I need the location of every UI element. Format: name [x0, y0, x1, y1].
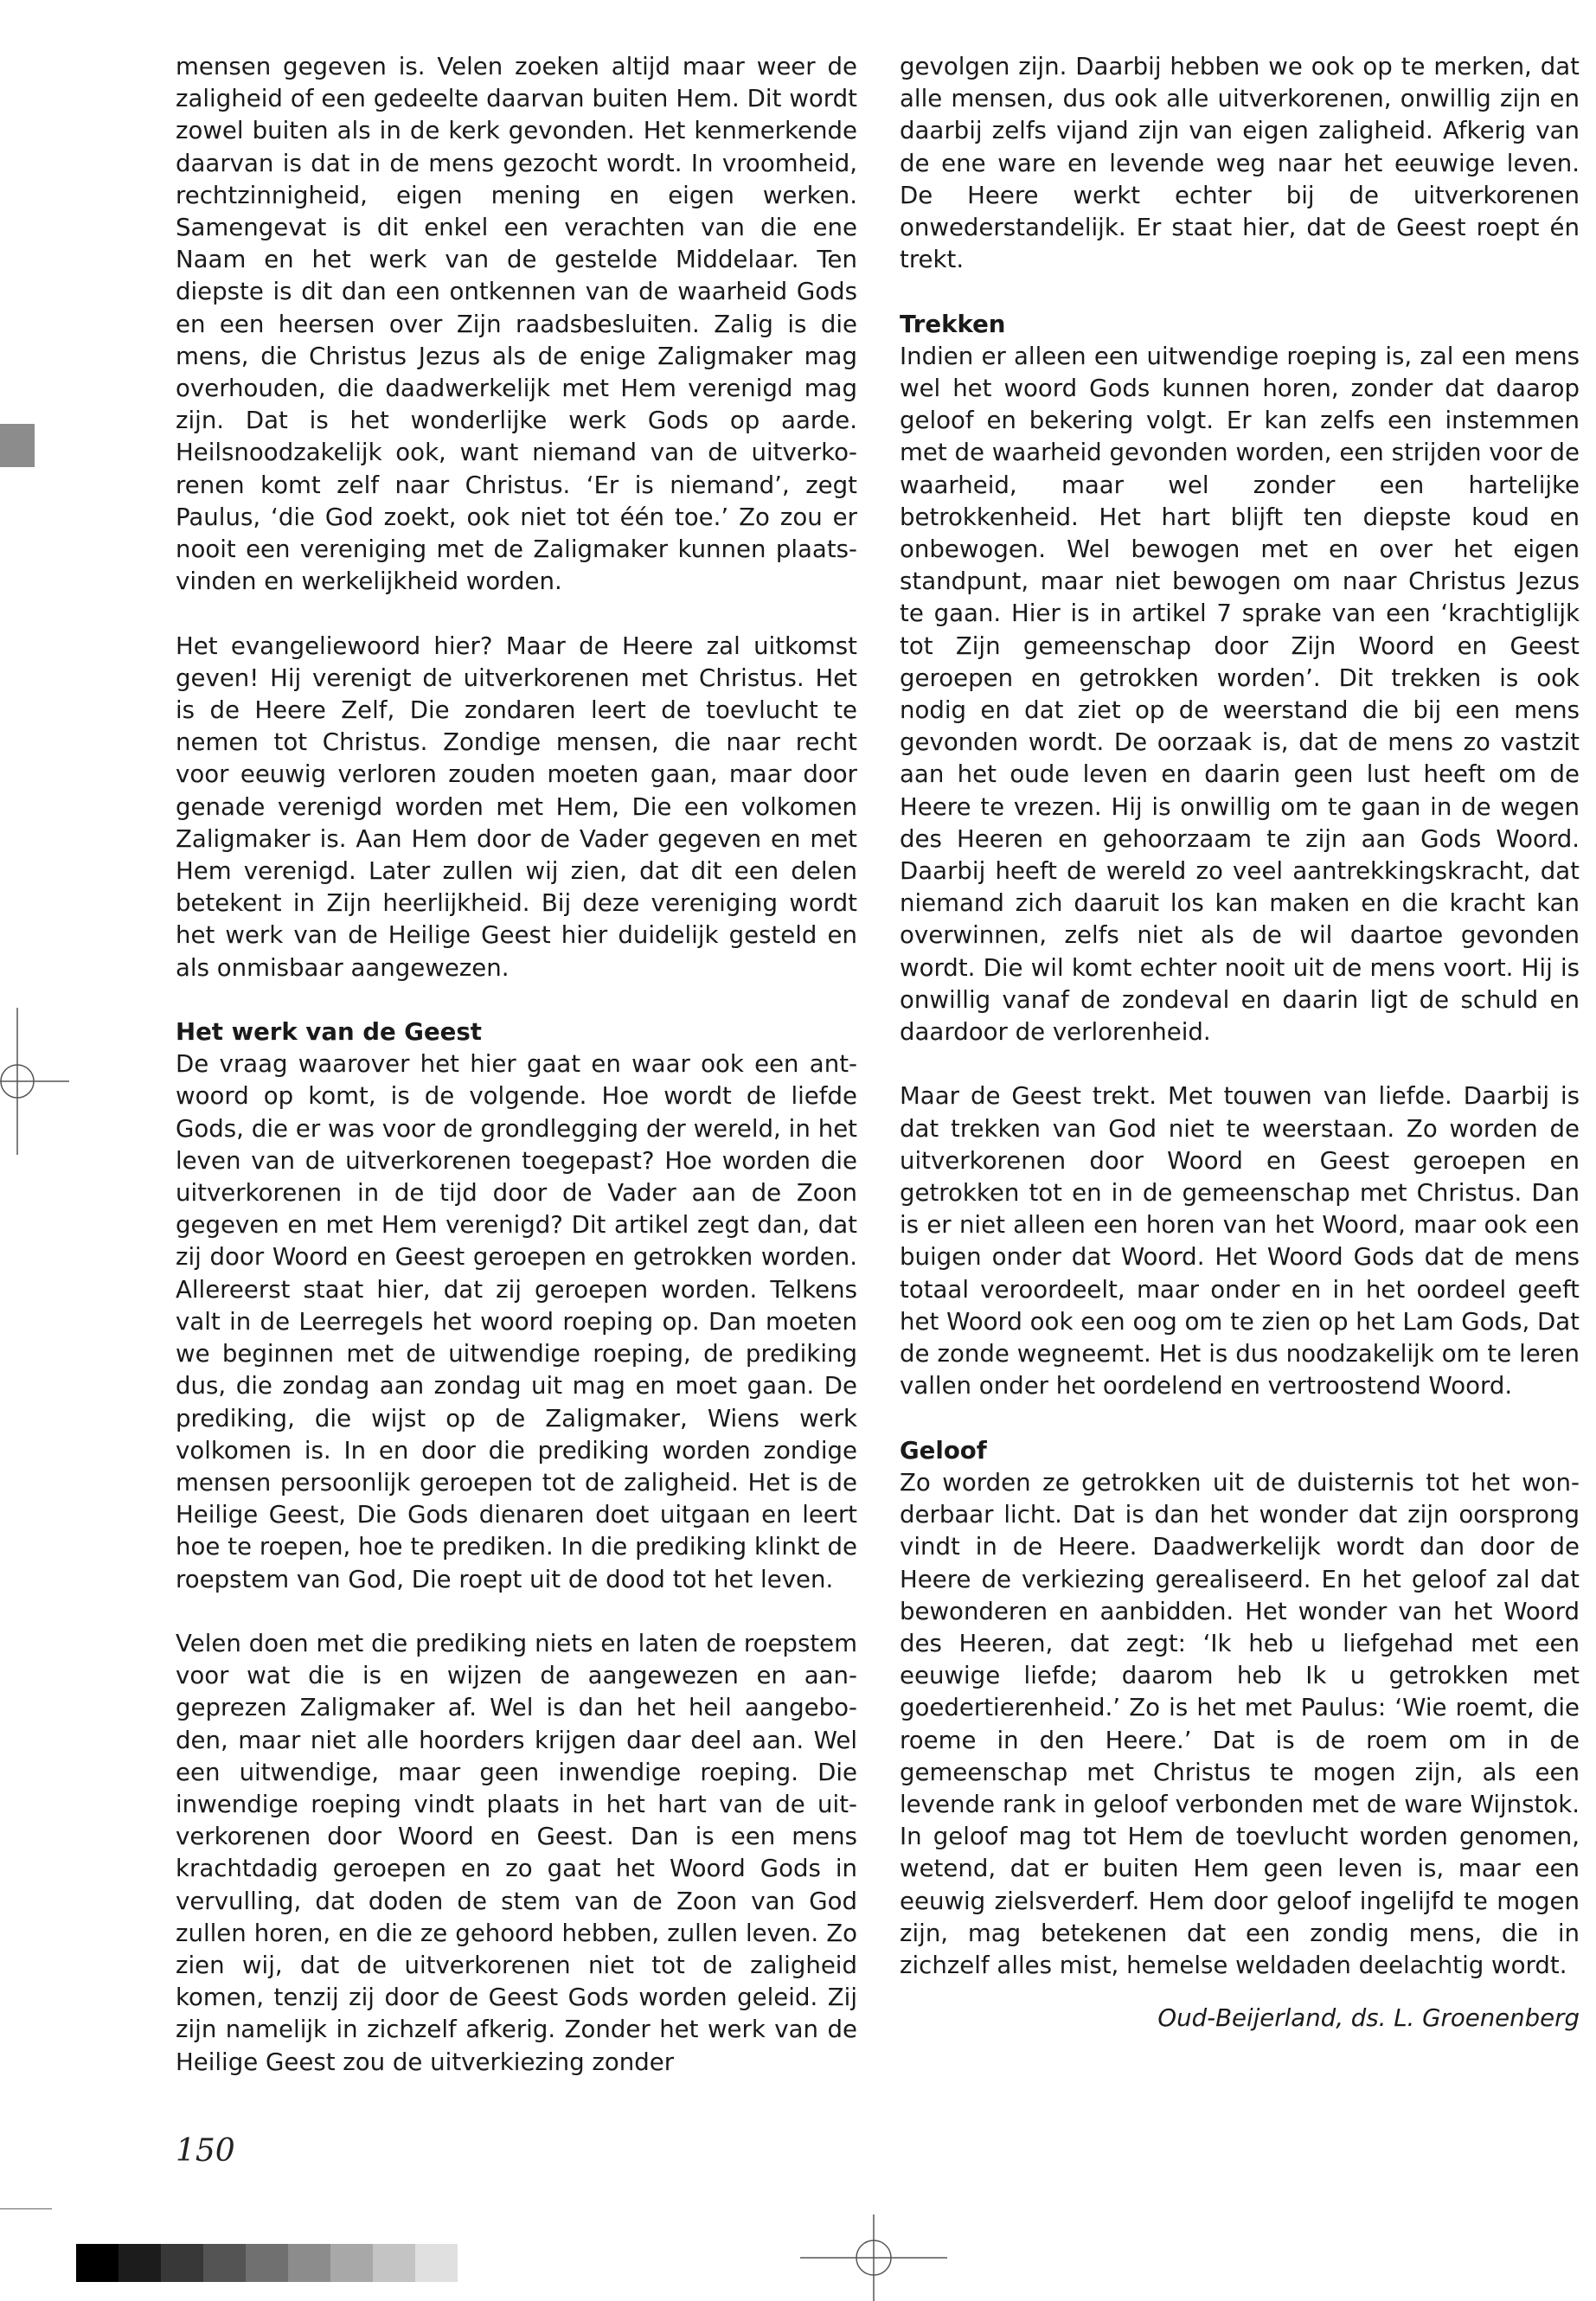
left-paragraph-1: mensen gegeven is. Velen zoeken altijd maar weer de zaligheid of een gedeelte daarvan buiten Hem. Dit wordt zowel buiten als in de kerk gevonden. Het kenmerkende daarvan is dat in de mens gezocht wordt. In vroomheid, rechtzinnigheid, eigen mening en eigen werken. Samengevat is dit enkel een verachten van die ene Naam en het werk van de gestelde Middelaar. Ten diepste is dit dan een ontkennen van de waarheid Gods en een heersen over Zijn raadsbesluiten. Zalig is die mens, die Christus Jezus als de enige Zaligmaker mag overhouden, die daadwerkelijk met Hem verenigd mag zijn. Dat is het wonderlijke werk Gods op aarde. Heilsnoodzakelijk ook, want niemand van de uitverkorenen komt zelf naar Christus. ‘Er is niemand’, zegt Paulus, ‘die God zoekt, ook niet tot één toe.’ Zo zou er nooit een vereniging met de Zaligmaker kunnen plaatsvinden en werkelijkheid worden. [176, 52, 857, 596]
side-tab-marker [0, 424, 35, 467]
left-paragraph-3: De vraag waarover het hier gaat en waar ook een antwoord op komt, is de volgende. Hoe wordt de liefde Gods, die er was voor de grondlegging der wereld, in het leven van de uitverkorenen toegepast? Hoe worden die uitverkorenen in de tijd door de Vader aan de Zoon gegeven en met Hem verenigd? Dit artikel zegt dan, dat zij door Woord en Geest geroepen en getrokken worden. Allereerst staat hier, dat zij geroepen worden. Telkens valt in de Leerregels het woord roeping op. Dan moeten we beginnen met de uitwendige roeping, de prediking dus, die zondag aan zondag uit mag en moet gaan. De prediking, die wijst op de Zaligmaker, Wiens werk volkomen is. In en door die prediking worden zondige mensen persoonlijk geroepen tot de zaligheid. Het is de Heilige Geest, Die Gods dienaren doet uitgaan en leert hoe te roepen, hoe te prediken. In die prediking klinkt de roepstem van God, Die roept uit de dood tot het leven. [176, 1049, 857, 1593]
section-heading-trekken: Trekken [900, 309, 1006, 338]
calibration-swatch [415, 2244, 458, 2282]
section-heading-werk-van-de-geest: Het werk van de Geest [176, 1017, 483, 1047]
calibration-swatch [373, 2244, 415, 2282]
page-number: 150 [176, 2133, 235, 2169]
calibration-swatch [203, 2244, 246, 2282]
calibration-swatch [246, 2244, 288, 2282]
right-paragraph-1: gevolgen zijn. Daarbij hebben we ook op te merken, dat alle mensen, dus ook alle uitverkorenen, onwillig zijn en daarbij zelfs vijand zijn van eigen zaligheid. Afkerig van de ene ware en levende weg naar het eeuwige leven. De Heere werkt echter bij de uitverkorenen onwederstandelijk. Er staat hier, dat de Geest roept én trekt. [900, 52, 1580, 274]
calibration-swatch [288, 2244, 330, 2282]
calibration-swatch [161, 2244, 203, 2282]
color-calibration-bar [76, 2244, 458, 2282]
calibration-swatch [330, 2244, 373, 2282]
registration-mark-bottom-icon [800, 2214, 947, 2301]
left-paragraph-2: Het evangeliewoord hier? Maar de Heere zal uitkomst geven! Hij verenigt de uitverkorenen met Christus. Het is de Heere Zelf, Die zondaren leert de toevlucht te nemen tot Christus. Zondige mensen, die naar recht voor eeuwig verloren zouden moeten gaan, maar door genade verenigd worden met Hem, Die een volkomen Zaligmaker is. Aan Hem door de Vader gegeven en met Hem verenigd. Later zullen wij zien, dat dit een delen betekent in Zijn heerlijkheid. Bij deze vereniging wordt het werk van de Heilige Geest hier duidelijk gesteld en als onmisbaar aangewezen. [176, 631, 857, 982]
left-column [176, 50, 857, 2078]
right-paragraph-3: Maar de Geest trekt. Met touwen van liefde. Daarbij is dat trekken van God niet te weerstaan. Zo worden de uitverkorenen door Woord en Geest geroepen en getrokken tot en in de gemeenschap met Christus. Dan is er niet alleen een horen van het Woord, maar ook een buigen onder dat Woord. Het Woord Gods dat de mens totaal veroordeelt, maar onder en in het oordeel geeft het Woord ook een oog om te zien op het Lam Gods, Dat de zonde wegneemt. Het is dus noodzakelijk om te leren vallen onder het oordelend en vertroostend Woord. [900, 1081, 1580, 1400]
calibration-swatch [119, 2244, 161, 2282]
right-paragraph-4: Zo worden ze getrokken uit de duisternis tot het wonderbaar licht. Dat is dan het wonder dat zijn oorsprong vindt in de Heere. Daadwerkelijk wordt dan door de Heere de verkiezing gerealiseerd. En het geloof zal dat bewonderen en aanbidden. Het wonder van het Woord des Heeren, dat zegt: ‘Ik heb u liefgehad met een eeuwige liefde; daarom heb Ik u getrokken met goedertierenheid.’ Zo is het met Paulus: ‘Wie roemt, die roeme in den Heere.’ Dat is de roem om in de gemeenschap met Christus te mogen zijn, als een levende rank in geloof verbonden met de ware Wijnstok. In geloof mag tot Hem de toevlucht worden genomen, wetend, dat er buiten Hem geen leven is, maar een eeuwig zielsverderf. Hem door geloof ingelijfd te mogen zijn, mag betekenen dat een zondig mens, die in zichzelf alles mist, hemelse weldaden deelachtig wordt. [900, 1467, 1580, 1979]
left-paragraph-4: Velen doen met die prediking niets en laten de roepstem voor wat die is en wijzen de aangewezen en aangeprezen Zaligmaker af. Wel is dan het heil aangeboden, maar niet alle hoorders krijgen daar deel aan. Wel een uitwendige, maar geen inwendige roeping. Die inwendige roeping vindt plaats in het hart van de uitverkorenen door Woord en Geest. Dan is een mens krachtdadig geroepen en zo gaat het Woord Gods in vervulling, dat doden de stem van de Zoon van God zullen horen, en die ze gehoord hebben, zullen leven. Zo zien wij, dat de uitverkorenen niet tot de zaligheid komen, tenzij zij door de Geest Gods worden geleid. Zij zijn namelijk in zichzelf afkerig. Zonder het werk van de Heilige Geest zou de uitverkiezing zonder [176, 1628, 857, 2076]
author-signature: Oud-Beijerland, ds. L. Groenenberg [1157, 2003, 1580, 2033]
crop-line-bottom-left [0, 2208, 52, 2209]
calibration-swatch [76, 2244, 119, 2282]
section-heading-geloof: Geloof [900, 1435, 987, 1465]
registration-mark-left-icon [0, 1008, 69, 1155]
right-column [900, 50, 1580, 2034]
right-paragraph-2: Indien er alleen een uitwendige roeping is, zal een mens wel het woord Gods kunnen horen, zonder dat daarop geloof en bekering volgt. Er kan zelfs een instemmen met de waarheid gevonden worden, een strijden voor de waarheid, maar wel zonder een hartelijke betrokkenheid. Het hart blijft ten diepste koud en onbewogen. Wel bewogen met en over het eigen standpunt, maar niet bewogen om naar Christus Jezus te gaan. Hier is in artikel 7 sprake van een ‘krachtiglijk tot Zijn gemeenschap door Zijn Woord en Geest geroepen en getrokken worden’. Dit trekken is ook nodig en dat ziet op de weerstand die bij een mens gevonden wordt. De oorzaak is, dat de mens zo vastzit aan het oude leven en daarin geen lust heeft om de Heere te vrezen. Hij is onwillig om te gaan in de wegen des Heeren en gehoorzaam te zijn aan Gods Woord. Daarbij heeft de wereld zo veel aantrekkingskracht, dat niemand zich daaruit los kan maken en die kracht kan overwinnen, zelfs niet als de wil daartoe gevonden wordt. Die wil komt echter nooit uit de mens voort. Hij is onwillig vanaf de zondeval en daarin ligt de schuld en daardoor de verlorenheid. [900, 341, 1580, 1047]
